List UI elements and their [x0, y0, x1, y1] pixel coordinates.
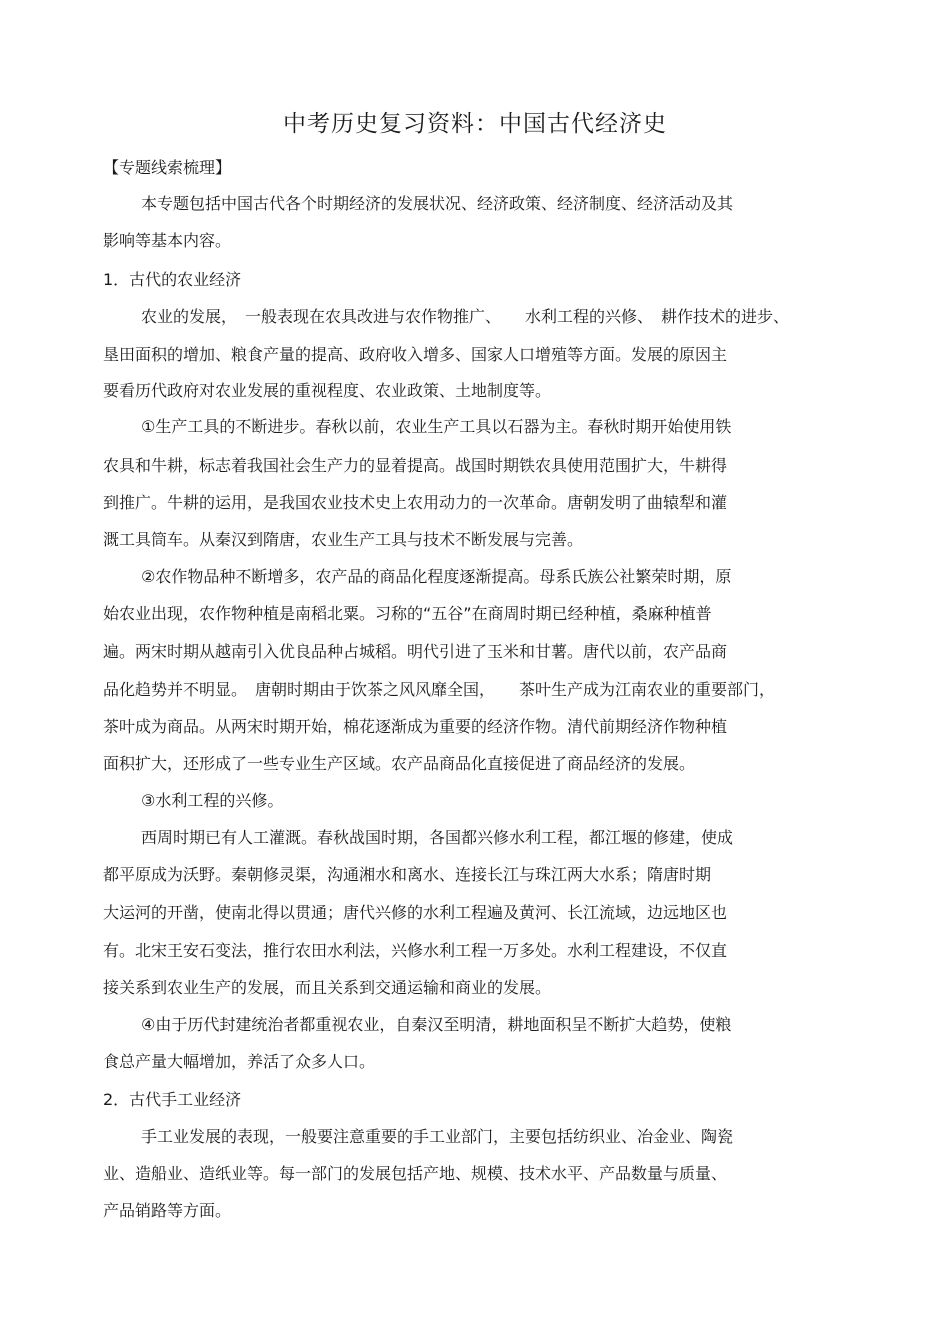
paragraph-line: 业、造船业、造纸业等。每一部门的发展包括产地、规模、技术水平、产品数量与质量、: [103, 1164, 728, 1183]
section-heading: 1．古代的农业经济: [103, 270, 242, 289]
paragraph-line: 到推广。牛耕的运用，是我国农业技术史上农用动力的一次革命。唐朝发明了曲辕犁和灌: [103, 493, 728, 512]
paragraph-line: 要看历代政府对农业发展的重视程度、农业政策、土地制度等。: [103, 381, 552, 400]
paragraph-line: 产品销路等方面。: [103, 1201, 232, 1220]
paragraph-line: 影响等基本内容。: [103, 231, 232, 250]
paragraph-line: ②农作物品种不断增多，农产品的商品化程度逐渐提高。母系氏族公社繁荣时期，原: [141, 567, 732, 586]
paragraph-line: ①生产工具的不断进步。春秋以前，农业生产工具以石器为主。春秋时期开始使用铁: [141, 417, 732, 436]
paragraph-line: 都平原成为沃野。秦朝修灵渠，沟通湘水和离水、连接长江与珠江两大水系；隋唐时期: [103, 865, 712, 884]
section-heading: 2．古代手工业经济: [103, 1090, 242, 1109]
document-title: 中考历史复习资料：中国古代经济史: [283, 111, 667, 137]
paragraph-line: 垦田面积的增加、粮食产量的提高、政府收入增多、国家人口增殖等方面。发展的原因主: [103, 345, 728, 364]
paragraph-line: 农具和牛耕，标志着我国社会生产力的显着提高。战国时期铁农具使用范围扩大，牛耕得: [103, 456, 728, 475]
paragraph-line: 面积扩大，还形成了一些专业生产区域。农产品商品化直接促进了商品经济的发展。: [103, 754, 696, 773]
paragraph-line: 遍。两宋时期从越南引入优良品种占城稻。明代引进了玉米和甘薯。唐代以前，农产品商: [103, 642, 728, 661]
paragraph-line: 食总产量大幅增加，养活了众多人口。: [103, 1052, 376, 1071]
paragraph-line: 茶叶成为商品。从两宋时期开始，棉花逐渐成为重要的经济作物。清代前期经济作物种植: [103, 717, 728, 736]
paragraph-line: 西周时期已有人工灌溉。春秋战国时期，各国都兴修水利工程，都江堰的修建，使成: [141, 828, 734, 847]
paragraph-line: 大运河的开凿，使南北得以贯通；唐代兴修的水利工程遍及黄河、长江流域，边远地区也: [103, 903, 728, 922]
paragraph-line: ④由于历代封建统治者都重视农业，自秦汉至明清，耕地面积呈不断扩大趋势，使粮: [141, 1015, 732, 1034]
paragraph-line: 始农业出现，农作物种植是南稻北粟。习称的“五谷”在商周时期已经种植，桑麻种植普: [103, 604, 712, 623]
paragraph-line: 接关系到农业生产的发展，而且关系到交通运输和商业的发展。: [103, 978, 552, 997]
paragraph-line: 品化趋势并不明显。 唐朝时期由于饮茶之风风靡全国， 茶叶生产成为江南农业的重要部门，: [103, 680, 776, 699]
paragraph-line: 农业的发展， 一般表现在农具改进与农作物推广、 水利工程的兴修、 耕作技术的进步、: [141, 307, 790, 326]
paragraph-line: 有。北宋王安石变法，推行农田水利法，兴修水利工程一万多处。水利工程建设，不仅直: [103, 941, 728, 960]
section-header: 【专题线索梳理】: [103, 158, 232, 177]
paragraph-line: ③水利工程的兴修。: [141, 791, 284, 810]
paragraph-line: 溉工具筒车。从秦汉到隋唐，农业生产工具与技术不断发展与完善。: [103, 530, 584, 549]
paragraph-line: 手工业发展的表现，一般要注意重要的手工业部门，主要包括纺织业、冶金业、陶瓷: [141, 1127, 734, 1146]
paragraph-line: 本专题包括中国古代各个时期经济的发展状况、经济政策、经济制度、经济活动及其: [141, 194, 734, 213]
